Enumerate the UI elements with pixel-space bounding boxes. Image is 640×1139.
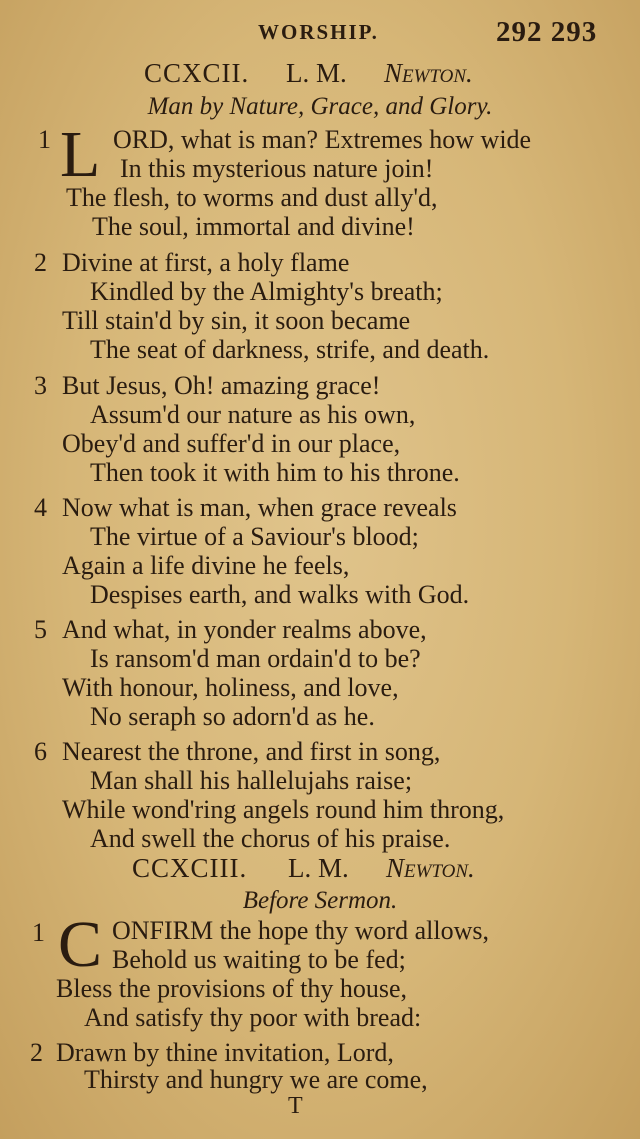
verse-line: And swell the chorus of his praise.	[90, 824, 451, 853]
verse-line: Now what is man, when grace reveals	[62, 493, 457, 522]
page-header	[0, 18, 640, 54]
verse-line: Thirsty and hungry we are come,	[84, 1065, 428, 1094]
hymn-meter: L. M.	[286, 58, 347, 88]
verse-line: No seraph so adorn'd as he.	[90, 702, 375, 731]
verse-line: Obey'd and suffer'd in our place,	[62, 429, 401, 458]
hymn-title: Man by Nature, Grace, and Glory.	[147, 93, 493, 120]
verse-number: 1	[32, 918, 45, 947]
verse-line: Then took it with him to his throne.	[90, 458, 460, 487]
hymn-title: Before Sermon.	[242, 887, 398, 914]
verse-line: Behold us waiting to be fed;	[112, 945, 406, 974]
verse-line: And what, in yonder realms above,	[62, 615, 427, 644]
running-head: WORSHIP.	[258, 20, 379, 44]
page-numbers: 292 293	[496, 16, 598, 48]
verse-line: Man shall his hallelujahs raise;	[90, 766, 413, 795]
verse-number: 3	[34, 371, 47, 400]
verse-line: But Jesus, Oh! amazing grace!	[62, 371, 381, 400]
verse-line: Kindled by the Almighty's breath;	[90, 277, 443, 306]
verse-number: 1	[38, 125, 51, 154]
verse-line: The flesh, to worms and dust ally'd,	[66, 183, 438, 212]
drop-cap: L	[60, 118, 101, 191]
hymn-meter: L. M.	[288, 853, 349, 883]
verse-line: Bless the provisions of thy house,	[56, 974, 407, 1003]
verse-line: The seat of darkness, strife, and death.	[90, 335, 490, 364]
verse-number: 2	[34, 248, 47, 277]
signature-mark: T	[288, 1093, 303, 1119]
verse-number: 2	[30, 1038, 43, 1067]
verse-line: Nearest the throne, and first in song,	[62, 737, 441, 766]
verse-number: 4	[34, 493, 47, 522]
drop-cap: C	[58, 908, 103, 981]
verse-line: Divine at first, a holy flame	[62, 248, 350, 277]
verse-line: ORD, what is man? Extremes how wide	[113, 125, 532, 154]
verse-line: And satisfy thy poor with bread:	[84, 1003, 422, 1032]
verse-line: In this mysterious nature join!	[120, 154, 434, 183]
verse-line: Despises earth, and walks with God.	[90, 580, 470, 609]
verse-line: While wond'ring angels round him throng,	[62, 795, 505, 824]
verse-line: ONFIRM the hope thy word allows,	[112, 916, 489, 945]
verse-line: Drawn by thine invitation, Lord,	[56, 1038, 394, 1067]
verse-line: The virtue of a Saviour's blood;	[90, 522, 419, 551]
verse-number: 5	[34, 615, 47, 644]
hymn-number: CCXCII.	[144, 58, 250, 88]
verse-line: The soul, immortal and divine!	[92, 212, 415, 241]
verse-line: With honour, holiness, and love,	[62, 673, 399, 702]
verse-number: 6	[34, 737, 47, 766]
hymn-number: CCXCIII.	[132, 853, 248, 883]
hymn-composer: Newton.	[386, 853, 475, 883]
verse-line: Assum'd our nature as his own,	[90, 400, 416, 429]
verse-line: Again a life divine he feels,	[62, 551, 350, 580]
hymn-composer: Newton.	[384, 58, 473, 88]
verse-line: Till stain'd by sin, it soon became	[62, 306, 411, 335]
verse-line: Is ransom'd man ordain'd to be?	[90, 644, 421, 673]
